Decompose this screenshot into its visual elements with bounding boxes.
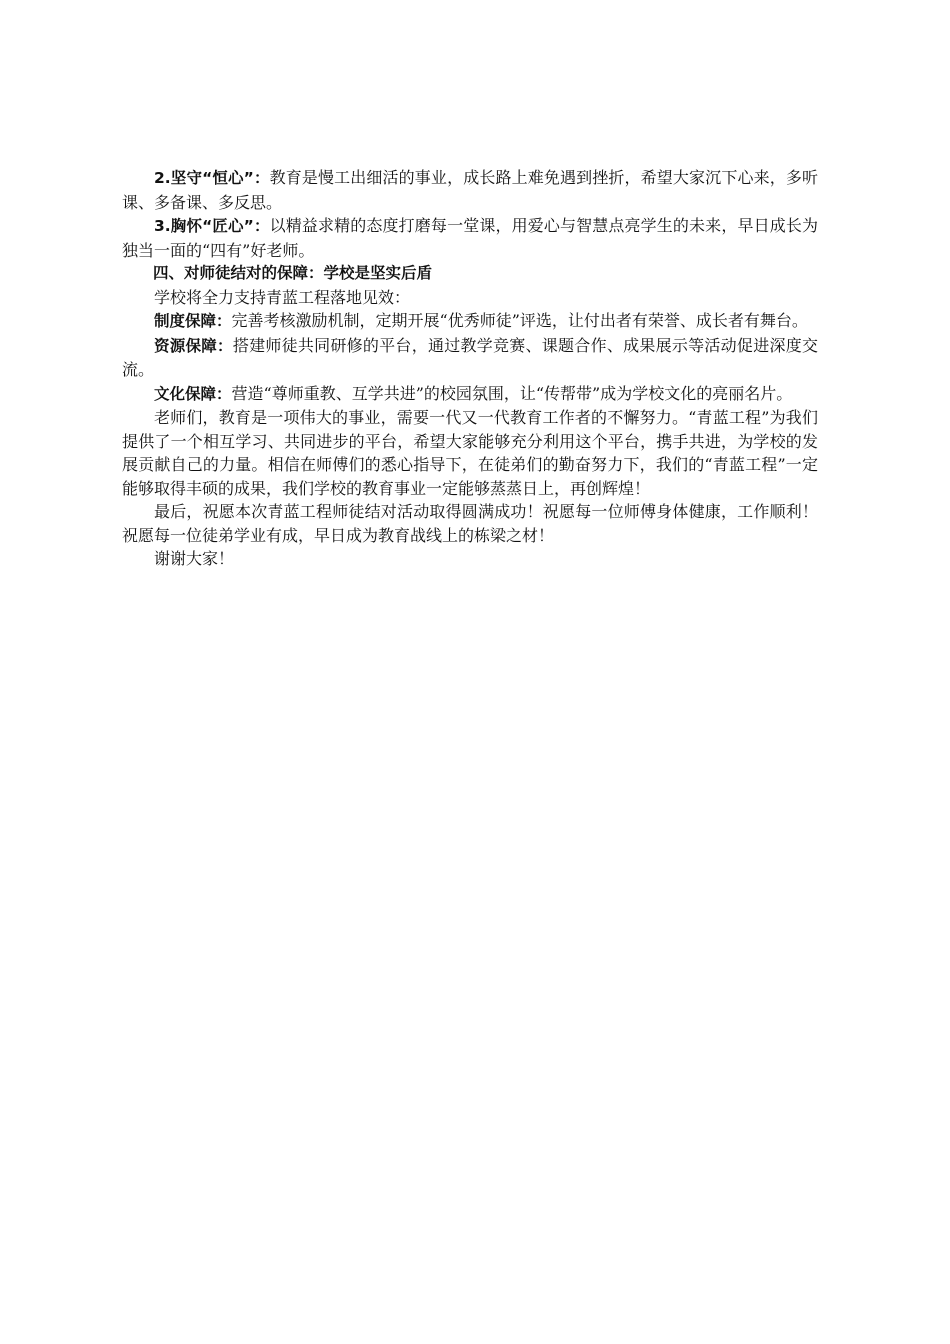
label-resource-guarantee: 资源保障： (154, 336, 233, 355)
text-culture-guarantee: 营造“尊师重教、互学共进”的校园氛围，让“传帮带”成为学校文化的亮丽名片。 (231, 383, 793, 403)
section-heading-guarantee: 四、对师徒结对的保障：学校是坚实后盾 (153, 264, 433, 282)
paragraph-wishes: 最后，祝愿本次青蓝工程师徒结对活动取得圆满成功！祝愿每一位师傅身体健康，工作顺利！祝愿每一位徒弟学业有成，早日成为教育战线上的栋梁之材！ (122, 502, 818, 545)
paragraph-craftsmanship (122, 214, 818, 262)
label-system-guarantee: 制度保障： (154, 312, 232, 330)
label-culture-guarantee: 文化保障： (154, 384, 232, 403)
paragraph-system-guarantee (122, 309, 818, 334)
text-perseverance: 教育是慢工出细活的事业，成长路上难免遇到挫折，希望大家沉下心来，多听课、多备课、多反思。 (122, 168, 818, 212)
label-craftsmanship: 3.胸怀“匠心”： (154, 217, 270, 235)
paragraph-culture-guarantee (122, 382, 818, 407)
text-system-guarantee: 完善考核激励机制，定期开展“优秀师徒”评选，让付出者有荣誉、成长者有舞台。 (231, 311, 808, 330)
text-craftsmanship: 以精益求精的态度打磨每一堂课，用爱心与智慧点亮学生的未来，早日成长为独当一面的“四有”好老师。 (122, 216, 818, 260)
paragraph-intro: 学校将全力支持青蓝工程落地见效： (154, 287, 411, 307)
document-page (122, 166, 818, 571)
paragraph-resource-guarantee (122, 334, 818, 382)
text-resource-guarantee: 搭建师徒共同研修的平台，通过教学竞赛、课题合作、成果展示等活动促进深度交流。 (122, 335, 818, 379)
paragraph-teachers: 老师们，教育是一项伟大的事业，需要一代又一代教育工作者的不懈努力。“青蓝工程”为我们提供了一个相互学习、共同进步的平台，希望大家能够充分利用这个平台，携手共进，为学校的发展贡献自己的力量。相信在师傅们的悉心指导下，在徒弟们的勤奋努力下，我们的“青蓝工程”一定能够取得丰硕的成果，我们学校的教育事业一定能够蒸蒸日上，再创辉煌！ (122, 408, 818, 498)
label-perseverance: 2.坚守“恒心”： (154, 169, 270, 187)
paragraph-thanks: 谢谢大家！ (154, 549, 235, 568)
paragraph-perseverance (122, 166, 818, 214)
